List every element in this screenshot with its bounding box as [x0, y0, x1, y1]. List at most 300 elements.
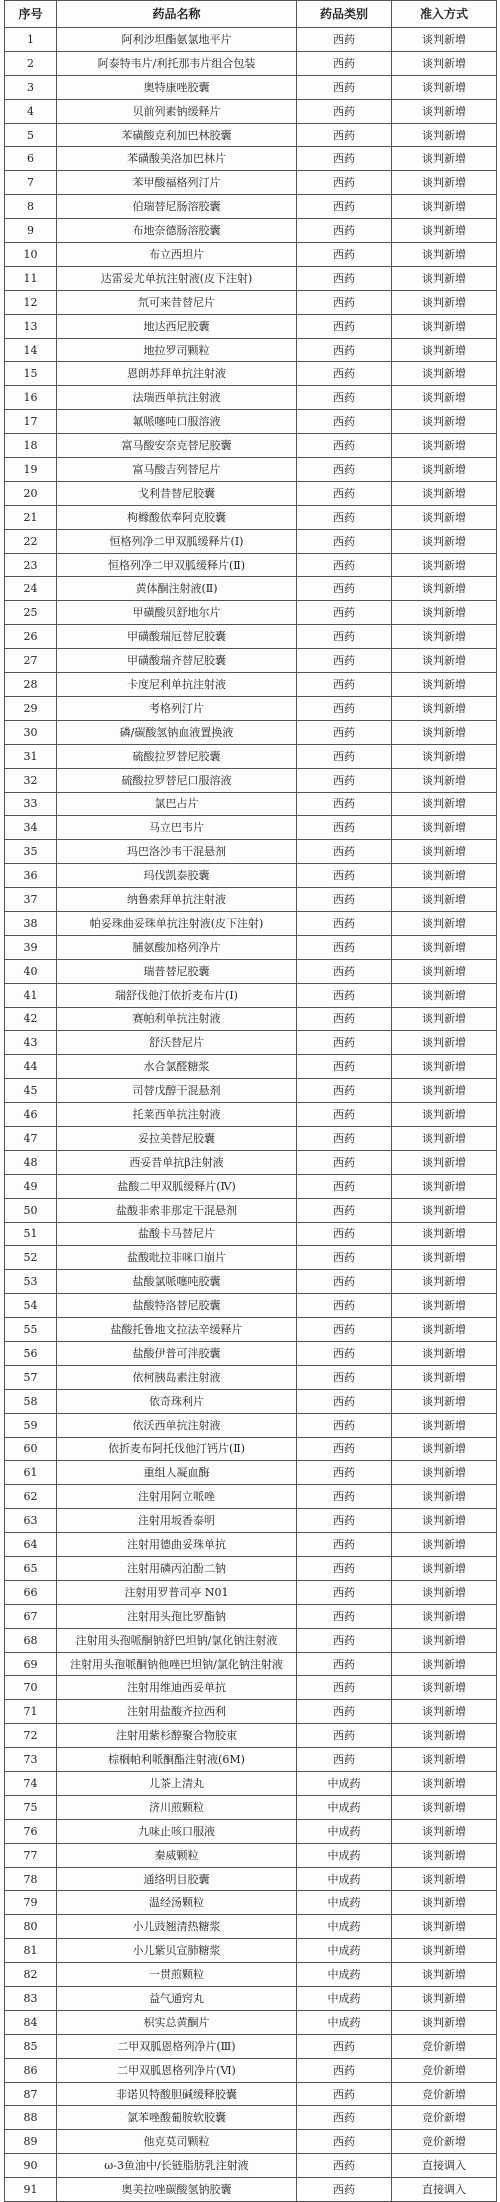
cell-access-way: 谈判新增 — [392, 1795, 497, 1819]
cell-no: 2 — [5, 51, 57, 75]
cell-drug-name: 玛伐凯泰胶囊 — [57, 864, 297, 888]
cell-access-way: 谈判新增 — [392, 1031, 497, 1055]
cell-drug-name: 水合氯醛糖浆 — [57, 1055, 297, 1079]
table-row — [5, 1509, 497, 1533]
cell-no: 88 — [5, 2106, 57, 2130]
cell-access-way: 谈判新增 — [392, 171, 497, 195]
cell-drug-type: 西药 — [297, 410, 392, 434]
cell-no: 47 — [5, 1126, 57, 1150]
table-row — [5, 1270, 497, 1294]
table-row — [5, 1963, 497, 1987]
table-row — [5, 2178, 497, 2202]
cell-drug-name: 瑞舒伐他汀依折麦布片(Ⅰ) — [57, 983, 297, 1007]
cell-drug-type: 西药 — [297, 1557, 392, 1581]
cell-drug-name: 恩朗苏拜单抗注射液 — [57, 362, 297, 386]
table-row — [5, 959, 497, 983]
cell-drug-name: 依奇珠利片 — [57, 1389, 297, 1413]
cell-no: 80 — [5, 1915, 57, 1939]
cell-access-way: 谈判新增 — [392, 1819, 497, 1843]
cell-access-way: 谈判新增 — [392, 123, 497, 147]
cell-no: 13 — [5, 314, 57, 338]
cell-access-way: 谈判新增 — [392, 696, 497, 720]
cell-no: 22 — [5, 529, 57, 553]
cell-drug-name: 甲磺酸瑞齐替尼胶囊 — [57, 649, 297, 673]
cell-drug-type: 西药 — [297, 888, 392, 912]
cell-drug-type: 西药 — [297, 75, 392, 99]
cell-drug-type: 西药 — [297, 458, 392, 482]
table-row — [5, 673, 497, 697]
table-row — [5, 888, 497, 912]
cell-access-way: 谈判新增 — [392, 75, 497, 99]
cell-access-way: 谈判新增 — [392, 1318, 497, 1342]
cell-drug-name: 棕榈帕利哌酮酯注射液(6M) — [57, 1748, 297, 1772]
cell-no: 42 — [5, 1007, 57, 1031]
cell-drug-type: 西药 — [297, 1294, 392, 1318]
drug-list-table — [4, 0, 497, 2202]
cell-no: 43 — [5, 1031, 57, 1055]
table-row — [5, 505, 497, 529]
table-row — [5, 816, 497, 840]
cell-no: 51 — [5, 1222, 57, 1246]
cell-access-way: 谈判新增 — [392, 935, 497, 959]
cell-drug-name: 二甲双胍恩格列净片(Ⅵ) — [57, 2058, 297, 2082]
table-row — [5, 911, 497, 935]
cell-drug-name: 地达西尼胶囊 — [57, 314, 297, 338]
table-row — [5, 625, 497, 649]
cell-access-way: 谈判新增 — [392, 1843, 497, 1867]
cell-drug-name: 小儿豉翘清热糖浆 — [57, 1915, 297, 1939]
cell-access-way: 谈判新增 — [392, 266, 497, 290]
cell-no: 65 — [5, 1557, 57, 1581]
cell-access-way: 谈判新增 — [392, 1365, 497, 1389]
cell-access-way: 谈判新增 — [392, 1126, 497, 1150]
cell-drug-name: 注射用维迪西妥单抗 — [57, 1676, 297, 1700]
cell-drug-type: 西药 — [297, 696, 392, 720]
cell-no: 70 — [5, 1676, 57, 1700]
cell-no: 25 — [5, 601, 57, 625]
cell-drug-name: 盐酸非索非那定干混悬剂 — [57, 1198, 297, 1222]
cell-drug-name: 温经汤颗粒 — [57, 1891, 297, 1915]
cell-drug-name: 瑞普替尼胶囊 — [57, 959, 297, 983]
cell-access-way: 谈判新增 — [392, 1437, 497, 1461]
cell-drug-type: 西药 — [297, 768, 392, 792]
cell-drug-type: 中成药 — [297, 1939, 392, 1963]
table-row — [5, 386, 497, 410]
cell-drug-name: 益气通窍丸 — [57, 1987, 297, 2011]
cell-access-way: 谈判新增 — [392, 864, 497, 888]
cell-drug-type: 西药 — [297, 1055, 392, 1079]
cell-drug-name: 纳鲁索拜单抗注射液 — [57, 888, 297, 912]
cell-no: 12 — [5, 290, 57, 314]
cell-drug-name: 磷/碳酸氢钠血液置换液 — [57, 720, 297, 744]
cell-drug-name: 氯巴占片 — [57, 792, 297, 816]
cell-drug-name: 注射用头孢哌酮钠舒巴坦钠/氯化钠注射液 — [57, 1628, 297, 1652]
table-row — [5, 1294, 497, 1318]
cell-drug-type: 中成药 — [297, 2010, 392, 2034]
cell-access-way: 谈判新增 — [392, 601, 497, 625]
cell-access-way: 谈判新增 — [392, 983, 497, 1007]
cell-drug-type: 西药 — [297, 219, 392, 243]
cell-no: 77 — [5, 1843, 57, 1867]
cell-no: 28 — [5, 673, 57, 697]
cell-drug-type: 西药 — [297, 577, 392, 601]
cell-drug-type: 西药 — [297, 959, 392, 983]
cell-drug-type: 西药 — [297, 338, 392, 362]
table-row — [5, 195, 497, 219]
cell-no: 29 — [5, 696, 57, 720]
cell-drug-type: 西药 — [297, 864, 392, 888]
cell-drug-type: 西药 — [297, 935, 392, 959]
cell-no: 27 — [5, 649, 57, 673]
table-row — [5, 1939, 497, 1963]
cell-access-way: 谈判新增 — [392, 2010, 497, 2034]
cell-drug-name: 盐酸卡马替尼片 — [57, 1222, 297, 1246]
table-row — [5, 649, 497, 673]
cell-drug-name: 阿利沙坦酯氨氯地平片 — [57, 28, 297, 52]
cell-drug-name: 硫酸拉罗替尼口服溶液 — [57, 768, 297, 792]
table-row — [5, 458, 497, 482]
cell-drug-type: 中成药 — [297, 1819, 392, 1843]
table-row — [5, 75, 497, 99]
cell-drug-name: 舒沃替尼片 — [57, 1031, 297, 1055]
cell-drug-name: 注射用磷丙泊酚二钠 — [57, 1557, 297, 1581]
cell-drug-type: 西药 — [297, 434, 392, 458]
table-row — [5, 792, 497, 816]
cell-no: 18 — [5, 434, 57, 458]
cell-drug-name: 苯甲酸福格列汀片 — [57, 171, 297, 195]
cell-no: 86 — [5, 2058, 57, 2082]
cell-access-way: 谈判新增 — [392, 1198, 497, 1222]
cell-access-way: 谈判新增 — [392, 1079, 497, 1103]
cell-access-way: 谈判新增 — [392, 1652, 497, 1676]
cell-drug-type: 中成药 — [297, 1843, 392, 1867]
cell-no: 55 — [5, 1318, 57, 1342]
cell-drug-type: 西药 — [297, 720, 392, 744]
cell-drug-type: 西药 — [297, 1724, 392, 1748]
cell-no: 71 — [5, 1700, 57, 1724]
cell-access-way: 谈判新增 — [392, 625, 497, 649]
cell-drug-name: 戈利昔替尼胶囊 — [57, 481, 297, 505]
cell-no: 37 — [5, 888, 57, 912]
table-row — [5, 1174, 497, 1198]
cell-drug-type: 西药 — [297, 2082, 392, 2106]
cell-access-way: 竞价新增 — [392, 2034, 497, 2058]
cell-no: 54 — [5, 1294, 57, 1318]
cell-drug-name: 妥拉美替尼胶囊 — [57, 1126, 297, 1150]
cell-access-way: 谈判新增 — [392, 1294, 497, 1318]
cell-drug-name: 秦威颗粒 — [57, 1843, 297, 1867]
table-row — [5, 481, 497, 505]
cell-no: 3 — [5, 75, 57, 99]
cell-drug-type: 中成药 — [297, 1915, 392, 1939]
cell-drug-name: 氘可来昔替尼片 — [57, 290, 297, 314]
cell-drug-name: 注射用紫杉醇聚合物胶束 — [57, 1724, 297, 1748]
cell-drug-name: 西妥昔单抗β注射液 — [57, 1150, 297, 1174]
cell-drug-name: 一贯煎颗粒 — [57, 1963, 297, 1987]
cell-no: 39 — [5, 935, 57, 959]
cell-no: 56 — [5, 1341, 57, 1365]
cell-drug-name: 恒格列净二甲双胍缓释片(Ⅱ) — [57, 553, 297, 577]
table-row — [5, 1461, 497, 1485]
cell-no: 61 — [5, 1461, 57, 1485]
table-row — [5, 290, 497, 314]
table-row — [5, 243, 497, 267]
cell-no: 89 — [5, 2130, 57, 2154]
cell-drug-name: 富马酸安奈克替尼胶囊 — [57, 434, 297, 458]
table-row — [5, 1341, 497, 1365]
cell-drug-name: 注射用阿立哌唑 — [57, 1485, 297, 1509]
cell-access-way: 谈判新增 — [392, 1987, 497, 2011]
cell-no: 50 — [5, 1198, 57, 1222]
cell-drug-type: 西药 — [297, 1126, 392, 1150]
cell-drug-name: 达雷妥尤单抗注射液(皮下注射) — [57, 266, 297, 290]
table-row — [5, 1748, 497, 1772]
table-row — [5, 529, 497, 553]
cell-drug-type: 西药 — [297, 505, 392, 529]
cell-access-way: 谈判新增 — [392, 744, 497, 768]
cell-drug-type: 西药 — [297, 266, 392, 290]
header-drug-name: 药品名称 — [57, 1, 297, 28]
table-row — [5, 601, 497, 625]
table-row — [5, 1126, 497, 1150]
cell-no: 31 — [5, 744, 57, 768]
cell-access-way: 谈判新增 — [392, 434, 497, 458]
cell-drug-name: 氟哌噻吨口服溶液 — [57, 410, 297, 434]
cell-drug-type: 西药 — [297, 171, 392, 195]
cell-access-way: 谈判新增 — [392, 481, 497, 505]
cell-no: 9 — [5, 219, 57, 243]
cell-access-way: 谈判新增 — [392, 1246, 497, 1270]
table-row — [5, 1819, 497, 1843]
table-row — [5, 2130, 497, 2154]
cell-drug-name: 注射用罗普司亭 N01 — [57, 1580, 297, 1604]
cell-drug-type: 西药 — [297, 147, 392, 171]
cell-no: 5 — [5, 123, 57, 147]
cell-drug-type: 西药 — [297, 983, 392, 1007]
table-row — [5, 1413, 497, 1437]
cell-no: 44 — [5, 1055, 57, 1079]
cell-drug-name: 托莱西单抗注射液 — [57, 1103, 297, 1127]
cell-drug-type: 西药 — [297, 1270, 392, 1294]
table-row — [5, 1580, 497, 1604]
cell-access-way: 谈判新增 — [392, 243, 497, 267]
table-row — [5, 1222, 497, 1246]
cell-drug-type: 西药 — [297, 601, 392, 625]
cell-no: 34 — [5, 816, 57, 840]
cell-access-way: 竞价新增 — [392, 2130, 497, 2154]
cell-access-way: 谈判新增 — [392, 1580, 497, 1604]
table-row — [5, 577, 497, 601]
header-drug-type: 药品类别 — [297, 1, 392, 28]
cell-drug-name: 甲磺酸贝舒地尔片 — [57, 601, 297, 625]
cell-access-way: 谈判新增 — [392, 529, 497, 553]
cell-drug-type: 西药 — [297, 792, 392, 816]
cell-no: 45 — [5, 1079, 57, 1103]
cell-no: 78 — [5, 1867, 57, 1891]
cell-drug-type: 西药 — [297, 28, 392, 52]
cell-drug-type: 西药 — [297, 1174, 392, 1198]
table-row — [5, 1485, 497, 1509]
cell-no: 30 — [5, 720, 57, 744]
cell-drug-type: 西药 — [297, 1533, 392, 1557]
cell-drug-name: 依沃西单抗注射液 — [57, 1413, 297, 1437]
cell-drug-type: 西药 — [297, 290, 392, 314]
cell-no: 84 — [5, 2010, 57, 2034]
cell-drug-name: 重组人凝血酶 — [57, 1461, 297, 1485]
cell-access-way: 谈判新增 — [392, 290, 497, 314]
table-row — [5, 864, 497, 888]
cell-drug-type: 西药 — [297, 744, 392, 768]
cell-access-way: 谈判新增 — [392, 362, 497, 386]
cell-no: 40 — [5, 959, 57, 983]
cell-drug-type: 中成药 — [297, 1795, 392, 1819]
cell-drug-type: 西药 — [297, 1318, 392, 1342]
cell-access-way: 谈判新增 — [392, 888, 497, 912]
cell-drug-name: 苯磺酸克利加巴林胶囊 — [57, 123, 297, 147]
cell-drug-type: 中成药 — [297, 1891, 392, 1915]
cell-no: 6 — [5, 147, 57, 171]
cell-drug-name: 地拉罗司颗粒 — [57, 338, 297, 362]
cell-drug-name: 九味止咳口服液 — [57, 1819, 297, 1843]
cell-no: 73 — [5, 1748, 57, 1772]
cell-no: 21 — [5, 505, 57, 529]
cell-no: 8 — [5, 195, 57, 219]
cell-drug-type: 西药 — [297, 1031, 392, 1055]
table-row — [5, 1795, 497, 1819]
cell-drug-name: 二甲双胍恩格列净片(Ⅲ) — [57, 2034, 297, 2058]
cell-no: 64 — [5, 1533, 57, 1557]
cell-drug-type: 西药 — [297, 529, 392, 553]
cell-drug-type: 西药 — [297, 1509, 392, 1533]
table-row — [5, 1676, 497, 1700]
cell-drug-type: 西药 — [297, 1246, 392, 1270]
table-row — [5, 744, 497, 768]
cell-drug-name: 盐酸托鲁地文拉法辛缓释片 — [57, 1318, 297, 1342]
cell-no: 52 — [5, 1246, 57, 1270]
cell-drug-name: 非诺贝特酸胆碱缓释胶囊 — [57, 2082, 297, 2106]
cell-no: 10 — [5, 243, 57, 267]
cell-drug-name: 注射用头孢哌酮钠他唑巴坦钠/氯化钠注射液 — [57, 1652, 297, 1676]
table-row — [5, 1031, 497, 1055]
cell-no: 72 — [5, 1724, 57, 1748]
cell-drug-type: 西药 — [297, 1628, 392, 1652]
cell-access-way: 谈判新增 — [392, 553, 497, 577]
cell-drug-type: 西药 — [297, 816, 392, 840]
cell-access-way: 谈判新增 — [392, 386, 497, 410]
cell-drug-type: 西药 — [297, 1198, 392, 1222]
table-row — [5, 935, 497, 959]
table-row — [5, 1557, 497, 1581]
cell-drug-type: 西药 — [297, 99, 392, 123]
cell-drug-name: 小儿紫贝宣肺糖浆 — [57, 1939, 297, 1963]
cell-access-way: 谈判新增 — [392, 1939, 497, 1963]
cell-drug-type: 西药 — [297, 625, 392, 649]
cell-drug-type: 西药 — [297, 362, 392, 386]
cell-access-way: 谈判新增 — [392, 1341, 497, 1365]
cell-drug-type: 西药 — [297, 243, 392, 267]
cell-access-way: 谈判新增 — [392, 1963, 497, 1987]
cell-drug-type: 西药 — [297, 1222, 392, 1246]
cell-access-way: 谈判新增 — [392, 1867, 497, 1891]
cell-access-way: 直接调入 — [392, 2154, 497, 2178]
cell-no: 62 — [5, 1485, 57, 1509]
cell-drug-name: 盐酸特洛替尼胶囊 — [57, 1294, 297, 1318]
cell-no: 90 — [5, 2154, 57, 2178]
cell-no: 49 — [5, 1174, 57, 1198]
cell-access-way: 谈判新增 — [392, 314, 497, 338]
cell-access-way: 谈判新增 — [392, 1389, 497, 1413]
cell-no: 24 — [5, 577, 57, 601]
cell-drug-name: 布立西坦片 — [57, 243, 297, 267]
cell-no: 81 — [5, 1939, 57, 1963]
cell-no: 91 — [5, 2178, 57, 2202]
table-row — [5, 28, 497, 52]
table-row — [5, 983, 497, 1007]
cell-no: 74 — [5, 1772, 57, 1796]
table-row — [5, 410, 497, 434]
table-row — [5, 2058, 497, 2082]
cell-drug-name: 阿泰特韦片/利托那韦片组合包装 — [57, 51, 297, 75]
cell-drug-name: 通络明目胶囊 — [57, 1867, 297, 1891]
cell-drug-type: 西药 — [297, 1007, 392, 1031]
table-row — [5, 1772, 497, 1796]
cell-drug-name: 甲磺酸瑞厄替尼胶囊 — [57, 625, 297, 649]
cell-drug-name: 盐酸氯哌噻吨胶囊 — [57, 1270, 297, 1294]
cell-access-way: 谈判新增 — [392, 1413, 497, 1437]
table-row — [5, 266, 497, 290]
cell-drug-type: 西药 — [297, 2106, 392, 2130]
cell-drug-name: 盐酸吡拉非咪口崩片 — [57, 1246, 297, 1270]
cell-drug-name: 注射用坂香泰明 — [57, 1509, 297, 1533]
cell-drug-name: 硫酸拉罗替尼胶囊 — [57, 744, 297, 768]
cell-no: 15 — [5, 362, 57, 386]
table-row — [5, 1389, 497, 1413]
cell-no: 46 — [5, 1103, 57, 1127]
table-row — [5, 1318, 497, 1342]
cell-access-way: 谈判新增 — [392, 1724, 497, 1748]
cell-drug-type: 西药 — [297, 1652, 392, 1676]
cell-drug-type: 西药 — [297, 1604, 392, 1628]
cell-drug-type: 西药 — [297, 673, 392, 697]
cell-drug-name: 赛帕利单抗注射液 — [57, 1007, 297, 1031]
cell-access-way: 谈判新增 — [392, 816, 497, 840]
table-row — [5, 553, 497, 577]
cell-drug-type: 西药 — [297, 2130, 392, 2154]
table-row — [5, 1700, 497, 1724]
cell-drug-name: 卡度尼利单抗注射液 — [57, 673, 297, 697]
cell-drug-type: 中成药 — [297, 1987, 392, 2011]
cell-drug-type: 西药 — [297, 1580, 392, 1604]
cell-drug-name: 玛巴洛沙韦干混悬剂 — [57, 840, 297, 864]
cell-drug-name: 贝前列素钠缓释片 — [57, 99, 297, 123]
table-row — [5, 1604, 497, 1628]
cell-drug-type: 西药 — [297, 123, 392, 147]
cell-no: 26 — [5, 625, 57, 649]
table-row — [5, 362, 497, 386]
table-row — [5, 2010, 497, 2034]
cell-access-way: 谈判新增 — [392, 1533, 497, 1557]
cell-drug-type: 西药 — [297, 386, 392, 410]
cell-no: 35 — [5, 840, 57, 864]
cell-access-way: 谈判新增 — [392, 1007, 497, 1031]
cell-access-way: 谈判新增 — [392, 1461, 497, 1485]
cell-no: 67 — [5, 1604, 57, 1628]
cell-drug-name: ω-3鱼油中/长链脂肪乳注射液 — [57, 2154, 297, 2178]
cell-access-way: 谈判新增 — [392, 1676, 497, 1700]
cell-access-way: 谈判新增 — [392, 768, 497, 792]
cell-no: 57 — [5, 1365, 57, 1389]
cell-no: 20 — [5, 481, 57, 505]
